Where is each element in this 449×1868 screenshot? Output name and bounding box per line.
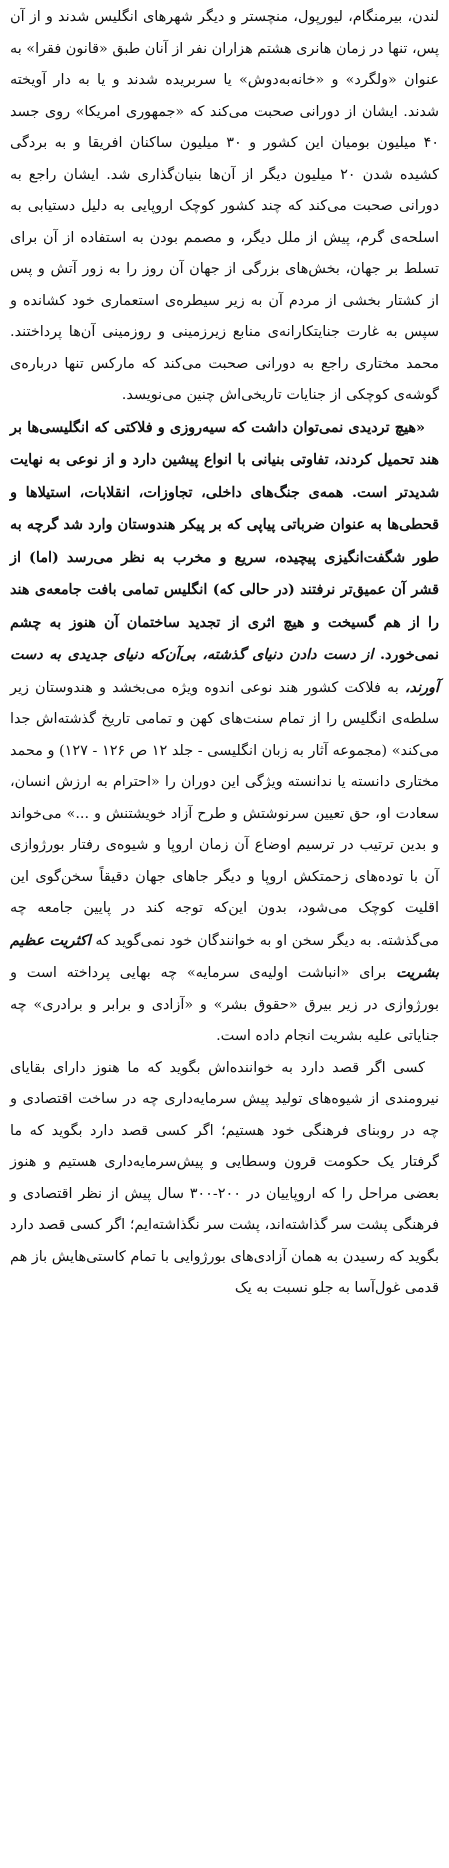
paragraph-text: لندن، بیرمنگام، لیورپول، منچستر و دیگر شهرهای انگلیس شدند و از آن پس، تنها در زمان هانری هشتم هزاران نفر از آنان طبق «قانون فقرا» به عنوان «ولگرد» و «خانه‌به‌دوش» یا سربریده شدند و یا به دار آویخته شدند. ایشان از دورانی صحبت می‌کند که «جمهوری امریکا» روی جسد ۴۰ میلیون بومیان این کشور و ۳۰ میلیون ساکنان افریقا و به بردگی کشیده شدن ۲۰ میلیون دیگر از آن‌ها بنیان‌گذاری شد. ایشان راجع به دورانی صحبت می‌کند که چند کشور کوچک اروپایی به دلیل دستیابی به اسلحه‌ی گرم، پیش از ملل دیگر، و مصمم بودن به استفاده از آن برای تسلط بر جهان، بخش‌های بزرگی از جهان آن روز را به زور آتش و پس از کشتار بخشی از مردم آن به زیر سیطره‌ی استعماری خود کشانده و سپس به غارت جنایتکارانه‌ی منابع زیرزمینی و روزمینی آن‌ها پرداختند. محمد مختاری راجع به دورانی صحبت می‌کند که مارکس تنها درباره‌ی گوشه‌ی کوچکی از جنایات تاریخی‌اش چنین می‌نویسد. <box>10 9 439 403</box>
paragraph-3 <box>10 1053 439 1305</box>
paragraph-text: کسی اگر قصد دارد به خواننده‌اش بگوید که ما هنوز دارای بقایای نیرومندی از شیوه‌های تولید پیش سرمایه‌داری چه در ساخت اقتصادی و چه در روبنای فرهنگی خود هستیم؛ اگر کسی قصد دارد بگوید که ما گرفتار یک حکومت قرون وسطایی و پیش‌سرمایه‌داری هستیم و هنوز بعضی مراحل را که اروپاییان در ۲۰۰-۳۰۰ سال پیش از نظر اقتصادی و فرهنگی پشت سر گذاشته‌اند، پشت سر نگذاشته‌ایم؛ اگر کسی قصد دارد بگوید که رسیدن به همان آزادی‌های بورژوایی با تمام کاستی‌هایش باز هم قدمی غول‌آسا به جلو نسبت به یک <box>10 1059 439 1296</box>
paragraph-1 <box>10 2 439 412</box>
emphasized-phrase: اکثریت عظیم بشریت <box>10 931 439 981</box>
emphasized-phrase: از دست دادن دنیای گذشته، بی‌آن‌که دنیای جدیدی به دست آورند، <box>10 646 439 696</box>
quote-text: «هیچ تردیدی نمی‌توان داشت که سیه‌روزی و فلاکتی که انگلیسی‌ها بر هند تحمیل کردند، تفاوتی بنیانی با انواع پیشین دارد و از نوعی به نهایت شدیدتر است. همه‌ی جنگ‌های داخلی، تجاوزات، انقلابات، استیلاها و قحطی‌ها به عنوان ضرباتی پیاپی که بر پیکر هندوستان وارد شد گرچه به طور شگفت‌انگیزی پیچیده، سریع و مخرب به نظر می‌رسد (اما) از قشر آن عمیق‌تر نرفتند (در حالی که) انگلیس تمامی بافت جامعه‌ی هند را از هم گسیخت و هیچ اثری از تجدید ساختمان آن هنوز به چشم نمی‌خورد. <box>10 418 439 663</box>
paragraph-text: برای «انباشت اولیه‌ی سرمایه» چه بهایی پرداخته است و بورژوازی در زیر بیرق «حقوق بشر» و «آزادی و برابر و برادری» چه جنایاتی علیه بشریت انجام داده است. <box>10 965 439 1044</box>
document-page <box>10 2 439 1868</box>
paragraph-2-quote <box>10 412 439 1053</box>
paragraph-text: به فلاکت کشور هند نوعی اندوه ویژه می‌بخشد و هندوستان زیر سلطه‌ی انگلیس را از تمام سنت‌های کهن و تمامی تاریخ گذشته‌اش جدا می‌کند» (مجموعه آثار به زبان انگلیسی - جلد ۱۲ ص ۱۲۶ - ۱۲۷) و محمد مختاری دانسته یا ندانسته ویژگی این دوران را «احترام به ارزش انسان، سعادت او، حق تعیین سرنوشتش و طرح آزاد خویشتنش و ...» می‌خواند و بدین ترتیب در ترسیم اوضاع آن زمان اروپا و شیوه‌ی رفتار بورژوازی آن با توده‌های زحمتکش اروپا و دیگر جاهای جهان دقیقاً سخن‌گوی این اقلیت کوچک می‌شود، بدون این‌که توجه کند در پایین جامعه چه می‌گذشته. به دیگر سخن او به خوانندگان خود نمی‌گوید که <box>10 679 440 949</box>
